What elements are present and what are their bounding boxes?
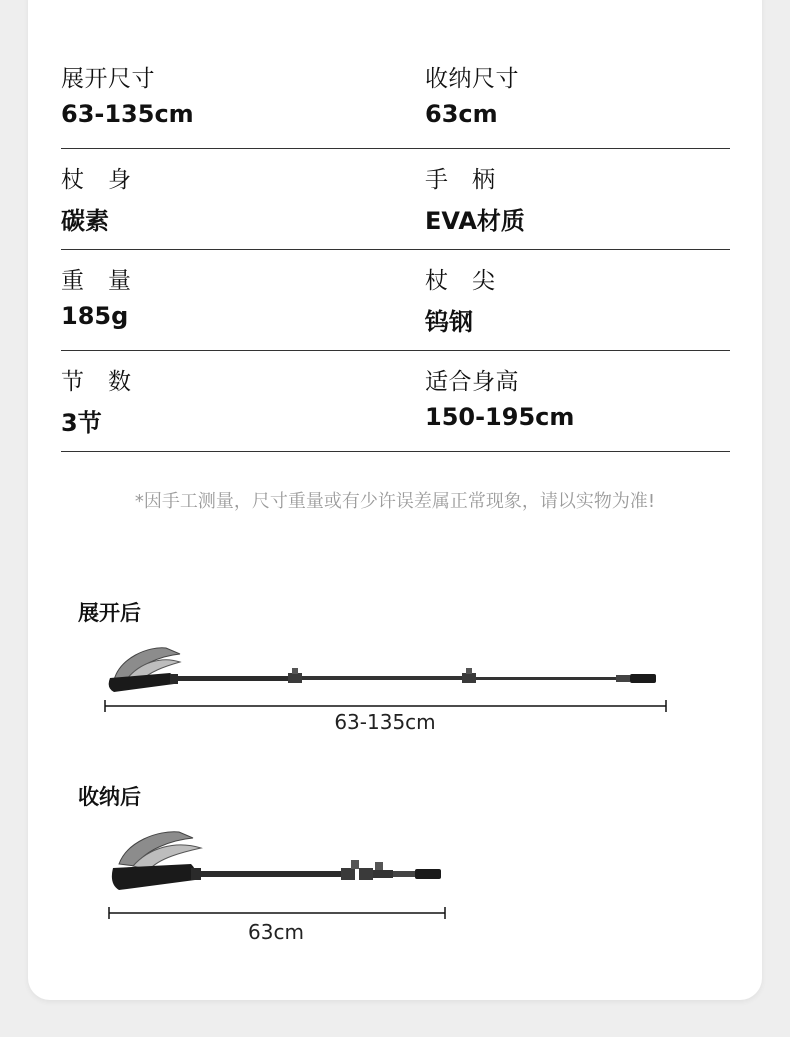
spec-label: 杖 身 [61,167,132,193]
spec-label: 节 数 [61,369,132,395]
collapsed-pole-image [105,828,455,928]
spec-row [61,149,730,250]
spec-row [61,250,730,351]
measurement-note: *因手工测量，尺寸重量或有少许误差属正常现象，请以实物为准! [134,491,656,512]
spec-label: 收纳尺寸 [425,66,519,92]
spec-table [61,48,730,452]
expanded-title: 展开后 [78,601,141,625]
spec-row [61,351,730,452]
spec-value: EVA材质 [425,207,525,235]
collapsed-title: 收纳后 [78,785,141,809]
spec-value: 185g [61,302,129,330]
spec-label: 手 柄 [425,167,496,193]
spec-label: 展开尺寸 [61,66,155,92]
spec-value: 63-135cm [61,100,194,128]
spec-label: 适合身高 [425,369,519,395]
expanded-pole-image [100,640,680,720]
spec-value: 3节 [61,409,102,437]
spec-value: 63cm [425,100,498,128]
collapsed-dimension-label: 63cm [248,920,304,944]
spec-label: 杖 尖 [425,268,496,294]
spec-value: 钨钢 [425,308,473,336]
spec-label: 重 量 [61,268,132,294]
expanded-dimension-label: 63-135cm [334,710,436,734]
spec-value: 150-195cm [425,403,575,431]
spec-value: 碳素 [61,207,109,235]
spec-row [61,48,730,149]
